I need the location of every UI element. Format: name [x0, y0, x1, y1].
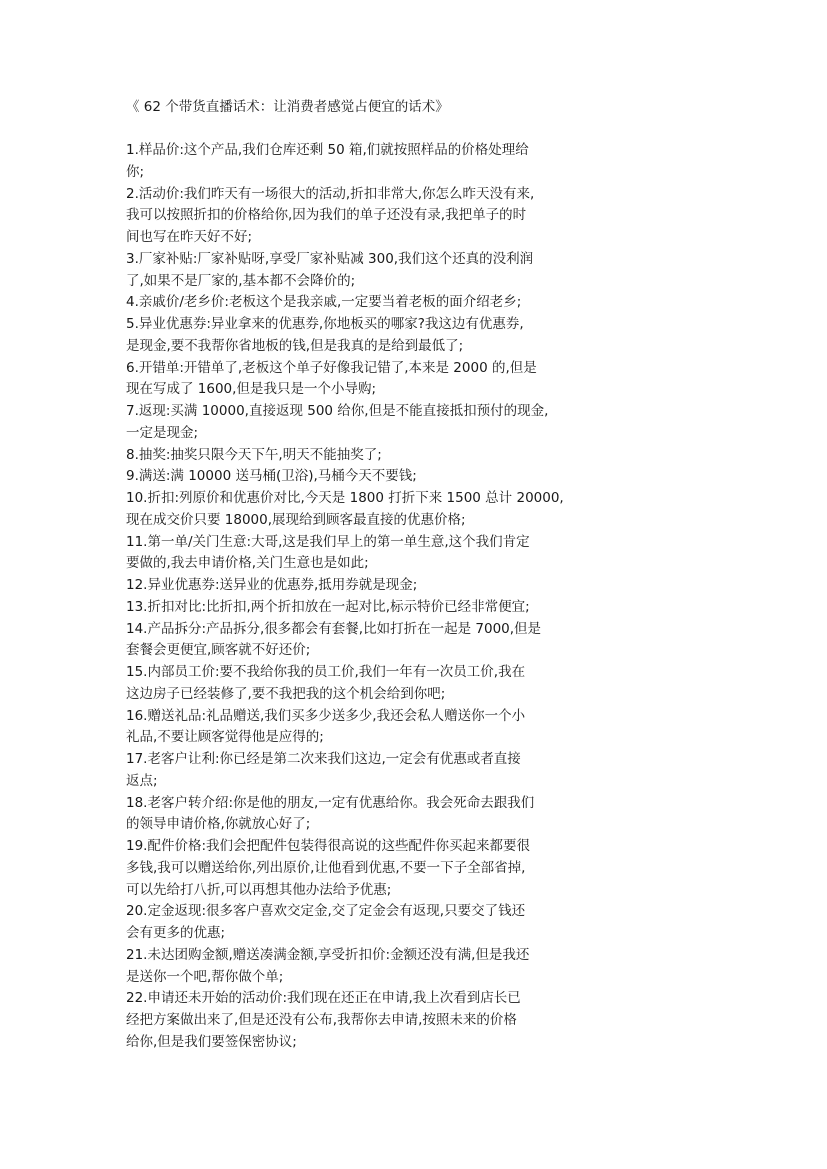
text-line: 22.申请还未开始的活动价:我们现在还正在申请,我上次看到店长已 — [126, 990, 521, 1007]
document-body — [126, 140, 596, 1054]
text-line: 11.第一单/关门生意:大哥,这是我们早上的第一单生意,这个我们肯定 — [126, 533, 530, 550]
text-line: 给你,但是我们要签保密协议; — [126, 1033, 297, 1050]
text-line: 现在成交价只要 18000,展现给到顾客最直接的优惠价格; — [126, 511, 466, 528]
text-line: 2.活动价:我们昨天有一场很大的活动,折扣非常大,你怎么昨天没有来, — [126, 185, 535, 202]
text-line: 这边房子已经装修了,要不我把我的这个机会给到你吧; — [126, 685, 446, 702]
text-line: 现在写成了 1600,但是我只是一个小导购; — [126, 381, 376, 398]
text-line: 礼品,不要让顾客觉得他是应得的; — [126, 729, 324, 746]
document-page — [126, 96, 596, 1054]
text-line: 会有更多的优惠; — [126, 925, 226, 941]
text-line: 多钱,我可以赠送给你,列出原价,让他看到优惠,不要一下子全部省掉, — [126, 859, 526, 876]
text-line: 的领导申请价格,你就放心好了; — [126, 816, 311, 833]
text-line: 21.未达团购金额,赠送凑满金额,享受折扣价:金额还没有满,但是我还 — [126, 946, 530, 963]
text-line: 9.满送:满 10000 送马桶(卫浴),马桶今天不要钱; — [126, 468, 417, 485]
text-line: 了,如果不是厂家的,基本都不会降价的; — [126, 272, 356, 289]
text-line: 是送你一个吧,帮你做个单; — [126, 968, 284, 985]
text-line: 1.样品价:这个产品,我们仓库还剩 50 箱,们就按照样品的价格处理给 — [126, 142, 529, 158]
text-line: 一定是现金; — [126, 424, 199, 441]
text-line: 套餐会更便宜,顾客就不好还价; — [126, 642, 311, 659]
text-line: 15.内部员工价:要不我给你我的员工价,我们一年有一次员工价,我在 — [126, 664, 526, 680]
text-line: 19.配件价格:我们会把配件包装得很高说的这些配件你买起来都要很 — [126, 838, 531, 854]
document-title: 《 62 个带货直播话术：让消费者感觉占便宜的话术》 — [126, 99, 449, 115]
text-line: 经把方案做出来了,但是还没有公布,我帮你去申请,按照未来的价格 — [126, 1012, 517, 1028]
text-line: 18.老客户转介绍:你是他的朋友,一定有优惠给你。我会死命去跟我们 — [126, 794, 535, 811]
text-line: 4.亲戚价/老乡价:老板这个是我亲戚,一定要当着老板的面介绍老乡; — [126, 294, 522, 311]
text-line: 可以先给打八折,可以再想其他办法给予优惠; — [126, 881, 392, 898]
text-line: 5.异业优惠券:异业拿来的优惠券,你地板买的哪家?我这边有优惠券, — [126, 316, 524, 332]
text-line: 6.开错单:开错单了,老板这个单子好像我记错了,本来是 2000 的,但是 — [126, 359, 537, 376]
text-line: 我可以按照折扣的价格给你,因为我们的单子还没有录,我把单子的时 — [126, 207, 527, 224]
text-line: 你; — [126, 163, 145, 180]
text-line: 13.折扣对比:比折扣,两个折扣放在一起对比,标示特价已经非常便宜; — [126, 598, 530, 615]
text-line: 10.折扣:列原价和优惠价对比,今天是 1800 打折下来 1500 总计 20000, — [126, 490, 564, 506]
text-line: 17.老客户让利:你已经是第二次来我们这边,一定会有优惠或者直接 — [126, 751, 521, 767]
text-line: 返点; — [126, 772, 158, 789]
text-line: 3.厂家补贴:厂家补贴呀,享受厂家补贴减 300,我们这个还真的没利润 — [126, 250, 534, 267]
text-line: 20.定金返现:很多客户喜欢交定金,交了定金会有返现,只要交了钱还 — [126, 903, 526, 920]
text-line: 16.赠送礼品:礼品赠送,我们买多少送多少,我还会私人赠送你一个小 — [126, 707, 526, 724]
text-line: 8.抽奖:抽奖只限今天下午,明天不能抽奖了; — [126, 446, 382, 463]
text-line: 7.返现:买满 10000,直接返现 500 给你,但是不能直接抵扣预付的现金, — [126, 403, 549, 419]
text-line: 是现金,要不我帮你省地板的钱,但是我真的是给到最低了; — [126, 337, 464, 354]
text-line: 12.异业优惠券:送异业的优惠券,抵用券就是现金; — [126, 577, 418, 593]
text-line: 14.产品拆分:产品拆分,很多都会有套餐,比如打折在一起是 7000,但是 — [126, 620, 542, 637]
text-line: 要做的,我去申请价格,关门生意也是如此; — [126, 555, 369, 572]
text-line: 间也写在昨天好不好; — [126, 229, 253, 245]
